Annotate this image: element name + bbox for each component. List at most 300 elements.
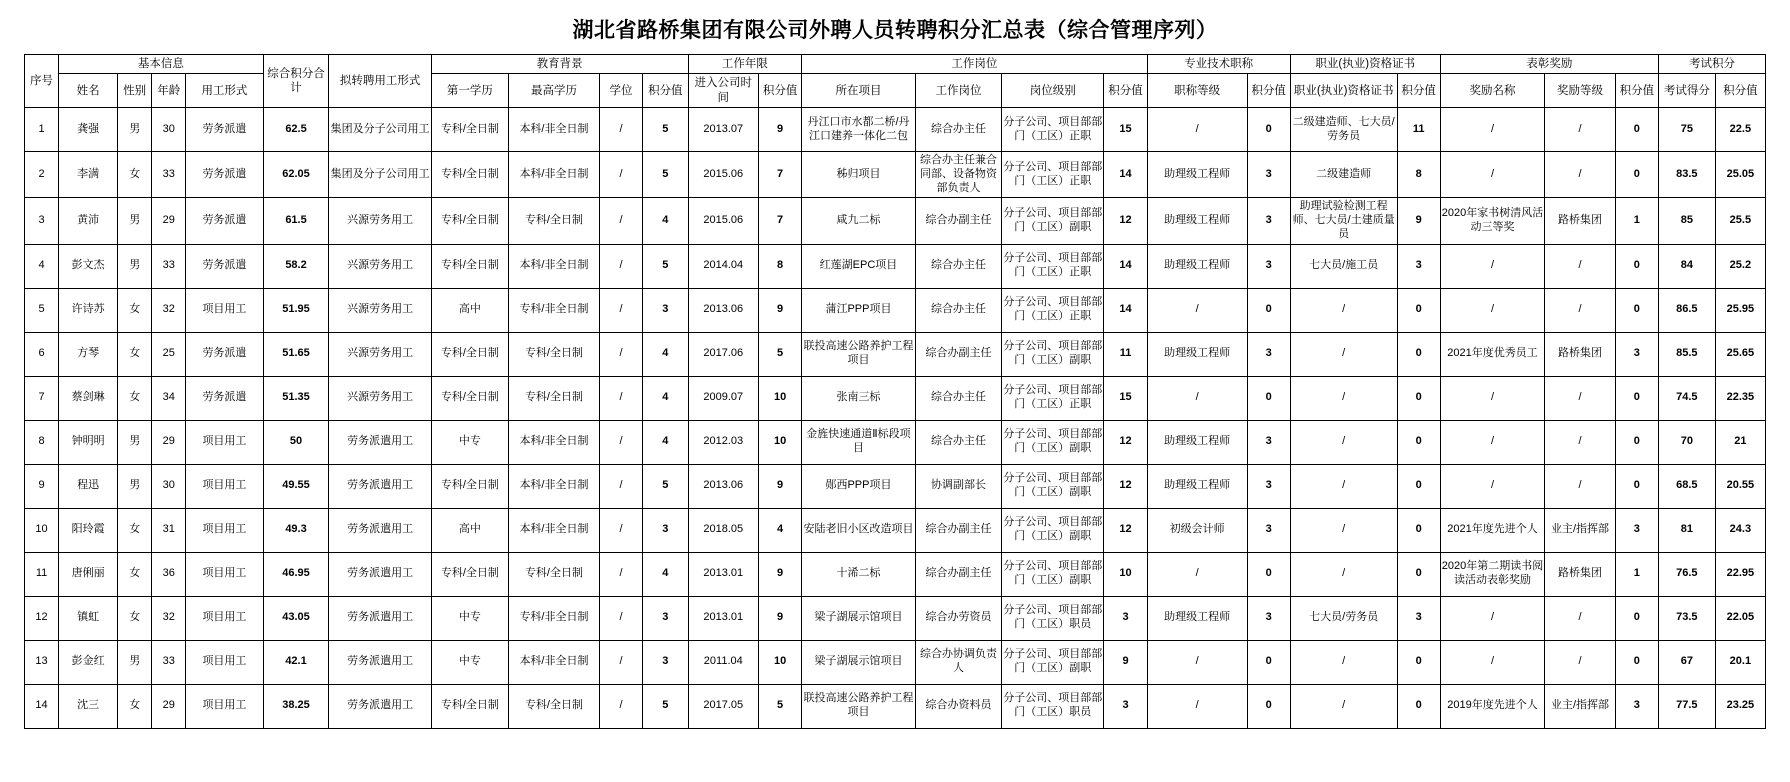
cell-highest-education: 本科/非全日制 xyxy=(509,464,600,508)
cell-exam-point: 75 xyxy=(1658,108,1715,152)
cell-cert: / xyxy=(1290,288,1397,332)
header-cert: 职业(执业)资格证书 xyxy=(1290,74,1397,108)
cell-degree: / xyxy=(599,552,642,596)
cell-title-level: / xyxy=(1147,640,1247,684)
cell-award-name: 2020年家书树清风活动三等奖 xyxy=(1440,198,1545,244)
cell-edu-score: 3 xyxy=(643,508,688,552)
cell-award-level: / xyxy=(1545,152,1615,198)
cell-cert-score: 3 xyxy=(1397,244,1440,288)
cell-award-name: 2021年度优秀员工 xyxy=(1440,332,1545,376)
header-award-score: 积分值 xyxy=(1615,74,1658,108)
cell-award-score: 3 xyxy=(1615,684,1658,728)
header-years-score: 积分值 xyxy=(759,74,802,108)
cell-project: 十浠二标 xyxy=(802,552,916,596)
cell-planned-employment: 集团及分子公司用工 xyxy=(329,108,431,152)
cell-name: 沈三 xyxy=(59,684,118,728)
header-total-score: 综合积分合计 xyxy=(263,55,329,108)
cell-edu-score: 4 xyxy=(643,376,688,420)
table-row xyxy=(25,420,1766,464)
cell-cert-score: 11 xyxy=(1397,108,1440,152)
cell-first-education: 专科/全日制 xyxy=(431,198,508,244)
cell-first-education: 专科/全日制 xyxy=(431,152,508,198)
cell-join-time: 2013.01 xyxy=(688,596,758,640)
cell-project: 联投高速公路养护工程项目 xyxy=(802,332,916,376)
cell-edu-score: 3 xyxy=(643,288,688,332)
cell-highest-education: 本科/非全日制 xyxy=(509,508,600,552)
cell-exam-score: 22.05 xyxy=(1715,596,1765,640)
cell-highest-education: 专科/非全日制 xyxy=(509,596,600,640)
cell-award-level: 路桥集团 xyxy=(1545,552,1615,596)
cell-award-score: 0 xyxy=(1615,288,1658,332)
cell-index: 6 xyxy=(25,332,59,376)
cell-highest-education: 本科/非全日制 xyxy=(509,152,600,198)
cell-award-score: 0 xyxy=(1615,464,1658,508)
header-project: 所在项目 xyxy=(802,74,916,108)
cell-employment-form: 项目用工 xyxy=(186,596,263,640)
cell-exam-score: 22.35 xyxy=(1715,376,1765,420)
cell-highest-education: 专科/全日制 xyxy=(509,198,600,244)
cell-exam-score: 20.1 xyxy=(1715,640,1765,684)
cell-edu-score: 5 xyxy=(643,244,688,288)
cell-post-score: 15 xyxy=(1104,376,1147,420)
cell-cert: 七大员/施工员 xyxy=(1290,244,1397,288)
cell-exam-score: 22.95 xyxy=(1715,552,1765,596)
header-employment-form: 用工形式 xyxy=(186,74,263,108)
page-title: 湖北省路桥集团有限公司外聘人员转聘积分汇总表（综合管理序列） xyxy=(572,18,1218,42)
cell-total-score: 49.3 xyxy=(263,508,329,552)
cell-years-score: 8 xyxy=(759,244,802,288)
cell-age: 32 xyxy=(152,596,186,640)
cell-post-score: 12 xyxy=(1104,464,1147,508)
cell-index: 11 xyxy=(25,552,59,596)
cell-award-score: 1 xyxy=(1615,198,1658,244)
cell-post-score: 14 xyxy=(1104,152,1147,198)
cell-employment-form: 劳务派遣 xyxy=(186,108,263,152)
cell-first-education: 中专 xyxy=(431,420,508,464)
cell-cert: / xyxy=(1290,684,1397,728)
cell-exam-score: 20.55 xyxy=(1715,464,1765,508)
cell-age: 25 xyxy=(152,332,186,376)
cell-post-score: 15 xyxy=(1104,108,1147,152)
cell-post: 综合办副主任 xyxy=(915,552,1001,596)
cell-project: 咸九二标 xyxy=(802,198,916,244)
cell-degree: / xyxy=(599,464,642,508)
cell-title-score: 3 xyxy=(1247,244,1290,288)
cell-age: 29 xyxy=(152,198,186,244)
cell-title-score: 3 xyxy=(1247,508,1290,552)
cell-years-score: 9 xyxy=(759,288,802,332)
cell-years-score: 7 xyxy=(759,152,802,198)
cell-post-level: 分子公司、项目部部门（工区）职员 xyxy=(1002,596,1104,640)
table-row xyxy=(25,552,1766,596)
cell-title-level: / xyxy=(1147,684,1247,728)
table-row xyxy=(25,152,1766,198)
cell-planned-employment: 兴源劳务用工 xyxy=(329,376,431,420)
cell-exam-score: 25.05 xyxy=(1715,152,1765,198)
cell-title-score: 3 xyxy=(1247,464,1290,508)
cell-years-score: 9 xyxy=(759,108,802,152)
cell-total-score: 61.5 xyxy=(263,198,329,244)
cell-gender: 女 xyxy=(118,376,152,420)
cell-total-score: 46.95 xyxy=(263,552,329,596)
cell-title-score: 0 xyxy=(1247,552,1290,596)
cell-award-name: / xyxy=(1440,376,1545,420)
cell-cert: / xyxy=(1290,640,1397,684)
cell-planned-employment: 兴源劳务用工 xyxy=(329,198,431,244)
cell-degree: / xyxy=(599,108,642,152)
cell-name: 彭金红 xyxy=(59,640,118,684)
cell-highest-education: 专科/全日制 xyxy=(509,332,600,376)
cell-join-time: 2013.06 xyxy=(688,288,758,332)
cell-name: 镇虹 xyxy=(59,596,118,640)
cell-exam-point: 67 xyxy=(1658,640,1715,684)
cell-age: 33 xyxy=(152,152,186,198)
cell-index: 9 xyxy=(25,464,59,508)
cell-employment-form: 项目用工 xyxy=(186,464,263,508)
cell-years-score: 7 xyxy=(759,198,802,244)
cell-post-score: 12 xyxy=(1104,508,1147,552)
cell-cert: 助理试验检测工程师、七大员/土建质量员 xyxy=(1290,198,1397,244)
cell-edu-score: 4 xyxy=(643,420,688,464)
cell-post-level: 分子公司、项目部部门（工区）副职 xyxy=(1002,420,1104,464)
cell-employment-form: 劳务派遣 xyxy=(186,244,263,288)
cell-title-score: 3 xyxy=(1247,596,1290,640)
cell-employment-form: 项目用工 xyxy=(186,288,263,332)
table-body xyxy=(25,108,1766,729)
cell-total-score: 42.1 xyxy=(263,640,329,684)
cell-exam-point: 81 xyxy=(1658,508,1715,552)
cell-exam-point: 83.5 xyxy=(1658,152,1715,198)
cell-cert-score: 0 xyxy=(1397,684,1440,728)
cell-exam-point: 74.5 xyxy=(1658,376,1715,420)
cell-employment-form: 项目用工 xyxy=(186,420,263,464)
cell-highest-education: 专科/全日制 xyxy=(509,684,600,728)
cell-age: 31 xyxy=(152,508,186,552)
cell-award-level: 路桥集团 xyxy=(1545,332,1615,376)
header-awards: 表彰奖励 xyxy=(1440,55,1658,74)
cell-name: 彭文杰 xyxy=(59,244,118,288)
cell-age: 33 xyxy=(152,640,186,684)
cell-post-level: 分子公司、项目部部门（工区）职员 xyxy=(1002,684,1104,728)
cell-post-level: 分子公司、项目部部门（工区）副职 xyxy=(1002,640,1104,684)
cell-post-score: 12 xyxy=(1104,420,1147,464)
cell-post: 综合办主任 xyxy=(915,288,1001,332)
cell-post-level: 分子公司、项目部部门（工区）副职 xyxy=(1002,198,1104,244)
cell-exam-point: 86.5 xyxy=(1658,288,1715,332)
header-degree: 学位 xyxy=(599,74,642,108)
cell-cert: / xyxy=(1290,420,1397,464)
cell-cert: / xyxy=(1290,552,1397,596)
cell-award-level: / xyxy=(1545,464,1615,508)
cell-title-level: 初级会计师 xyxy=(1147,508,1247,552)
header-index: 序号 xyxy=(25,55,59,108)
header-join-time: 进入公司时间 xyxy=(688,74,758,108)
header-award-level: 奖励等级 xyxy=(1545,74,1615,108)
cell-post: 综合办劳资员 xyxy=(915,596,1001,640)
cell-cert-score: 0 xyxy=(1397,552,1440,596)
cell-age: 30 xyxy=(152,108,186,152)
cell-award-level: / xyxy=(1545,108,1615,152)
cell-employment-form: 劳务派遣 xyxy=(186,376,263,420)
cell-cert: / xyxy=(1290,508,1397,552)
cell-planned-employment: 劳务派遣用工 xyxy=(329,684,431,728)
cell-award-score: 0 xyxy=(1615,420,1658,464)
cell-exam-score: 21 xyxy=(1715,420,1765,464)
cell-award-score: 1 xyxy=(1615,552,1658,596)
cell-exam-score: 24.3 xyxy=(1715,508,1765,552)
cell-project: 丹江口市水都二桥/丹江口建养一体化二包 xyxy=(802,108,916,152)
header-post: 工作岗位 xyxy=(915,74,1001,108)
cell-title-level: 助理级工程师 xyxy=(1147,420,1247,464)
cell-age: 36 xyxy=(152,552,186,596)
cell-title-level: / xyxy=(1147,376,1247,420)
cell-total-score: 50 xyxy=(263,420,329,464)
cell-exam-point: 85.5 xyxy=(1658,332,1715,376)
cell-degree: / xyxy=(599,596,642,640)
cell-gender: 男 xyxy=(118,108,152,152)
cell-degree: / xyxy=(599,684,642,728)
cell-award-level: / xyxy=(1545,596,1615,640)
cell-post-score: 14 xyxy=(1104,288,1147,332)
cell-post-level: 分子公司、项目部部门（工区）正职 xyxy=(1002,376,1104,420)
cell-employment-form: 项目用工 xyxy=(186,684,263,728)
cell-years-score: 9 xyxy=(759,552,802,596)
cell-employment-form: 劳务派遣 xyxy=(186,152,263,198)
cell-planned-employment: 劳务派遣用工 xyxy=(329,640,431,684)
cell-project: 郧西PPP项目 xyxy=(802,464,916,508)
cell-name: 钟明明 xyxy=(59,420,118,464)
cell-join-time: 2011.04 xyxy=(688,640,758,684)
cell-award-level: / xyxy=(1545,640,1615,684)
header-first-education: 第一学历 xyxy=(431,74,508,108)
cell-first-education: 专科/全日制 xyxy=(431,376,508,420)
cell-gender: 男 xyxy=(118,420,152,464)
cell-degree: / xyxy=(599,640,642,684)
cell-exam-point: 84 xyxy=(1658,244,1715,288)
cell-first-education: 高中 xyxy=(431,508,508,552)
cell-award-score: 3 xyxy=(1615,508,1658,552)
cell-post-level: 分子公司、项目部部门（工区）副职 xyxy=(1002,332,1104,376)
header-vocational-cert: 职业(执业)资格证书 xyxy=(1290,55,1440,74)
cell-highest-education: 本科/非全日制 xyxy=(509,640,600,684)
cell-planned-employment: 集团及分子公司用工 xyxy=(329,152,431,198)
cell-project: 联投高速公路养护工程项目 xyxy=(802,684,916,728)
cell-exam-point: 85 xyxy=(1658,198,1715,244)
cell-total-score: 49.55 xyxy=(263,464,329,508)
cell-post-score: 10 xyxy=(1104,552,1147,596)
cell-award-name: 2020年第二期读书阅读活动表彰奖励 xyxy=(1440,552,1545,596)
cell-exam-score: 25.5 xyxy=(1715,198,1765,244)
cell-title-level: 助理级工程师 xyxy=(1147,332,1247,376)
cell-award-score: 0 xyxy=(1615,108,1658,152)
cell-award-level: / xyxy=(1545,420,1615,464)
cell-edu-score: 4 xyxy=(643,552,688,596)
cell-cert-score: 0 xyxy=(1397,464,1440,508)
cell-award-name: / xyxy=(1440,108,1545,152)
cell-exam-score: 23.25 xyxy=(1715,684,1765,728)
cell-post-level: 分子公司、项目部部门（工区）正职 xyxy=(1002,244,1104,288)
cell-age: 33 xyxy=(152,244,186,288)
cell-employment-form: 项目用工 xyxy=(186,508,263,552)
cell-edu-score: 3 xyxy=(643,640,688,684)
cell-index: 1 xyxy=(25,108,59,152)
cell-post: 综合办主任 xyxy=(915,420,1001,464)
header-education: 教育背景 xyxy=(431,55,688,74)
header-group-row xyxy=(25,55,1766,74)
cell-planned-employment: 劳务派遣用工 xyxy=(329,420,431,464)
cell-planned-employment: 劳务派遣用工 xyxy=(329,508,431,552)
cell-join-time: 2012.03 xyxy=(688,420,758,464)
table-row xyxy=(25,244,1766,288)
header-exam-score-value: 积分值 xyxy=(1715,74,1765,108)
cell-cert: 二级建造师、七大员/劳务员 xyxy=(1290,108,1397,152)
cell-employment-form: 项目用工 xyxy=(186,640,263,684)
cell-title-level: 助理级工程师 xyxy=(1147,152,1247,198)
cell-degree: / xyxy=(599,244,642,288)
cell-name: 阳玲霞 xyxy=(59,508,118,552)
cell-cert-score: 0 xyxy=(1397,332,1440,376)
cell-employment-form: 劳务派遣 xyxy=(186,332,263,376)
cell-post-score: 11 xyxy=(1104,332,1147,376)
header-exam-score: 考试积分 xyxy=(1658,55,1765,74)
cell-gender: 男 xyxy=(118,198,152,244)
cell-post: 综合办主任 xyxy=(915,244,1001,288)
cell-award-level: / xyxy=(1545,288,1615,332)
cell-award-score: 0 xyxy=(1615,596,1658,640)
cell-award-name: / xyxy=(1440,244,1545,288)
cell-name: 许诗苏 xyxy=(59,288,118,332)
cell-post-score: 14 xyxy=(1104,244,1147,288)
cell-exam-point: 76.5 xyxy=(1658,552,1715,596)
cell-name: 龚强 xyxy=(59,108,118,152)
cell-age: 29 xyxy=(152,684,186,728)
cell-award-name: / xyxy=(1440,288,1545,332)
cell-total-score: 38.25 xyxy=(263,684,329,728)
cell-title-level: / xyxy=(1147,552,1247,596)
cell-index: 14 xyxy=(25,684,59,728)
table-row xyxy=(25,108,1766,152)
cell-index: 7 xyxy=(25,376,59,420)
table-row xyxy=(25,684,1766,728)
cell-name: 唐俐丽 xyxy=(59,552,118,596)
cell-title-score: 0 xyxy=(1247,108,1290,152)
table-row xyxy=(25,464,1766,508)
cell-gender: 男 xyxy=(118,640,152,684)
cell-project: 梁子湖展示馆项目 xyxy=(802,640,916,684)
cell-post: 综合办资料员 xyxy=(915,684,1001,728)
cell-join-time: 2009.07 xyxy=(688,376,758,420)
cell-cert-score: 0 xyxy=(1397,640,1440,684)
header-gender: 性别 xyxy=(118,74,152,108)
cell-degree: / xyxy=(599,376,642,420)
cell-title-score: 0 xyxy=(1247,684,1290,728)
header-basic-info: 基本信息 xyxy=(59,55,264,74)
cell-title-score: 3 xyxy=(1247,152,1290,198)
cell-exam-point: 68.5 xyxy=(1658,464,1715,508)
cell-cert: 七大员/劳务员 xyxy=(1290,596,1397,640)
header-edu-score: 积分值 xyxy=(643,74,688,108)
table-row xyxy=(25,640,1766,684)
cell-first-education: 专科/全日制 xyxy=(431,684,508,728)
cell-join-time: 2015.06 xyxy=(688,152,758,198)
cell-years-score: 5 xyxy=(759,684,802,728)
cell-exam-score: 25.65 xyxy=(1715,332,1765,376)
header-post-level: 岗位级别 xyxy=(1002,74,1104,108)
cell-name: 蔡剑琳 xyxy=(59,376,118,420)
cell-degree: / xyxy=(599,288,642,332)
cell-post: 综合办副主任 xyxy=(915,198,1001,244)
header-cert-score: 积分值 xyxy=(1397,74,1440,108)
cell-post: 协调副部长 xyxy=(915,464,1001,508)
cell-post: 综合办主任 xyxy=(915,108,1001,152)
cell-gender: 女 xyxy=(118,288,152,332)
cell-total-score: 51.95 xyxy=(263,288,329,332)
cell-post: 综合办协调负责人 xyxy=(915,640,1001,684)
cell-exam-score: 25.2 xyxy=(1715,244,1765,288)
cell-exam-point: 70 xyxy=(1658,420,1715,464)
cell-award-level: 业主/指挥部 xyxy=(1545,684,1615,728)
cell-cert: / xyxy=(1290,464,1397,508)
cell-title-score: 0 xyxy=(1247,288,1290,332)
cell-cert-score: 0 xyxy=(1397,376,1440,420)
cell-first-education: 专科/全日制 xyxy=(431,108,508,152)
cell-cert: / xyxy=(1290,376,1397,420)
cell-cert-score: 0 xyxy=(1397,508,1440,552)
table-row xyxy=(25,508,1766,552)
cell-title-level: 助理级工程师 xyxy=(1147,244,1247,288)
cell-join-time: 2013.06 xyxy=(688,464,758,508)
cell-project: 金旌快速通道Ⅱ标段项目 xyxy=(802,420,916,464)
header-post-score: 积分值 xyxy=(1104,74,1147,108)
cell-first-education: 专科/全日制 xyxy=(431,552,508,596)
cell-total-score: 51.65 xyxy=(263,332,329,376)
cell-years-score: 10 xyxy=(759,420,802,464)
cell-planned-employment: 劳务派遣用工 xyxy=(329,596,431,640)
cell-post-score: 3 xyxy=(1104,596,1147,640)
cell-award-level: 路桥集团 xyxy=(1545,198,1615,244)
cell-join-time: 2017.06 xyxy=(688,332,758,376)
cell-degree: / xyxy=(599,508,642,552)
header-title-level: 职称等级 xyxy=(1147,74,1247,108)
cell-years-score: 10 xyxy=(759,376,802,420)
cell-planned-employment: 劳务派遣用工 xyxy=(329,464,431,508)
cell-join-time: 2014.04 xyxy=(688,244,758,288)
cell-exam-score: 25.95 xyxy=(1715,288,1765,332)
cell-post-level: 分子公司、项目部部门（工区）正职 xyxy=(1002,152,1104,198)
header-work-post: 工作岗位 xyxy=(802,55,1147,74)
cell-post: 综合办主任兼合同部、设备物资部负责人 xyxy=(915,152,1001,198)
cell-edu-score: 4 xyxy=(643,332,688,376)
table-row xyxy=(25,376,1766,420)
cell-planned-employment: 劳务派遣用工 xyxy=(329,552,431,596)
cell-name: 李满 xyxy=(59,152,118,198)
cell-gender: 女 xyxy=(118,596,152,640)
cell-total-score: 62.05 xyxy=(263,152,329,198)
cell-title-score: 3 xyxy=(1247,420,1290,464)
cell-cert-score: 9 xyxy=(1397,198,1440,244)
cell-highest-education: 专科/全日制 xyxy=(509,376,600,420)
cell-highest-education: 本科/非全日制 xyxy=(509,420,600,464)
cell-name: 方琴 xyxy=(59,332,118,376)
table-row xyxy=(25,596,1766,640)
score-summary-table xyxy=(24,54,1766,729)
cell-award-name: / xyxy=(1440,464,1545,508)
cell-first-education: 专科/全日制 xyxy=(431,464,508,508)
cell-gender: 女 xyxy=(118,684,152,728)
cell-planned-employment: 兴源劳务用工 xyxy=(329,288,431,332)
cell-award-score: 0 xyxy=(1615,152,1658,198)
cell-title-level: / xyxy=(1147,108,1247,152)
